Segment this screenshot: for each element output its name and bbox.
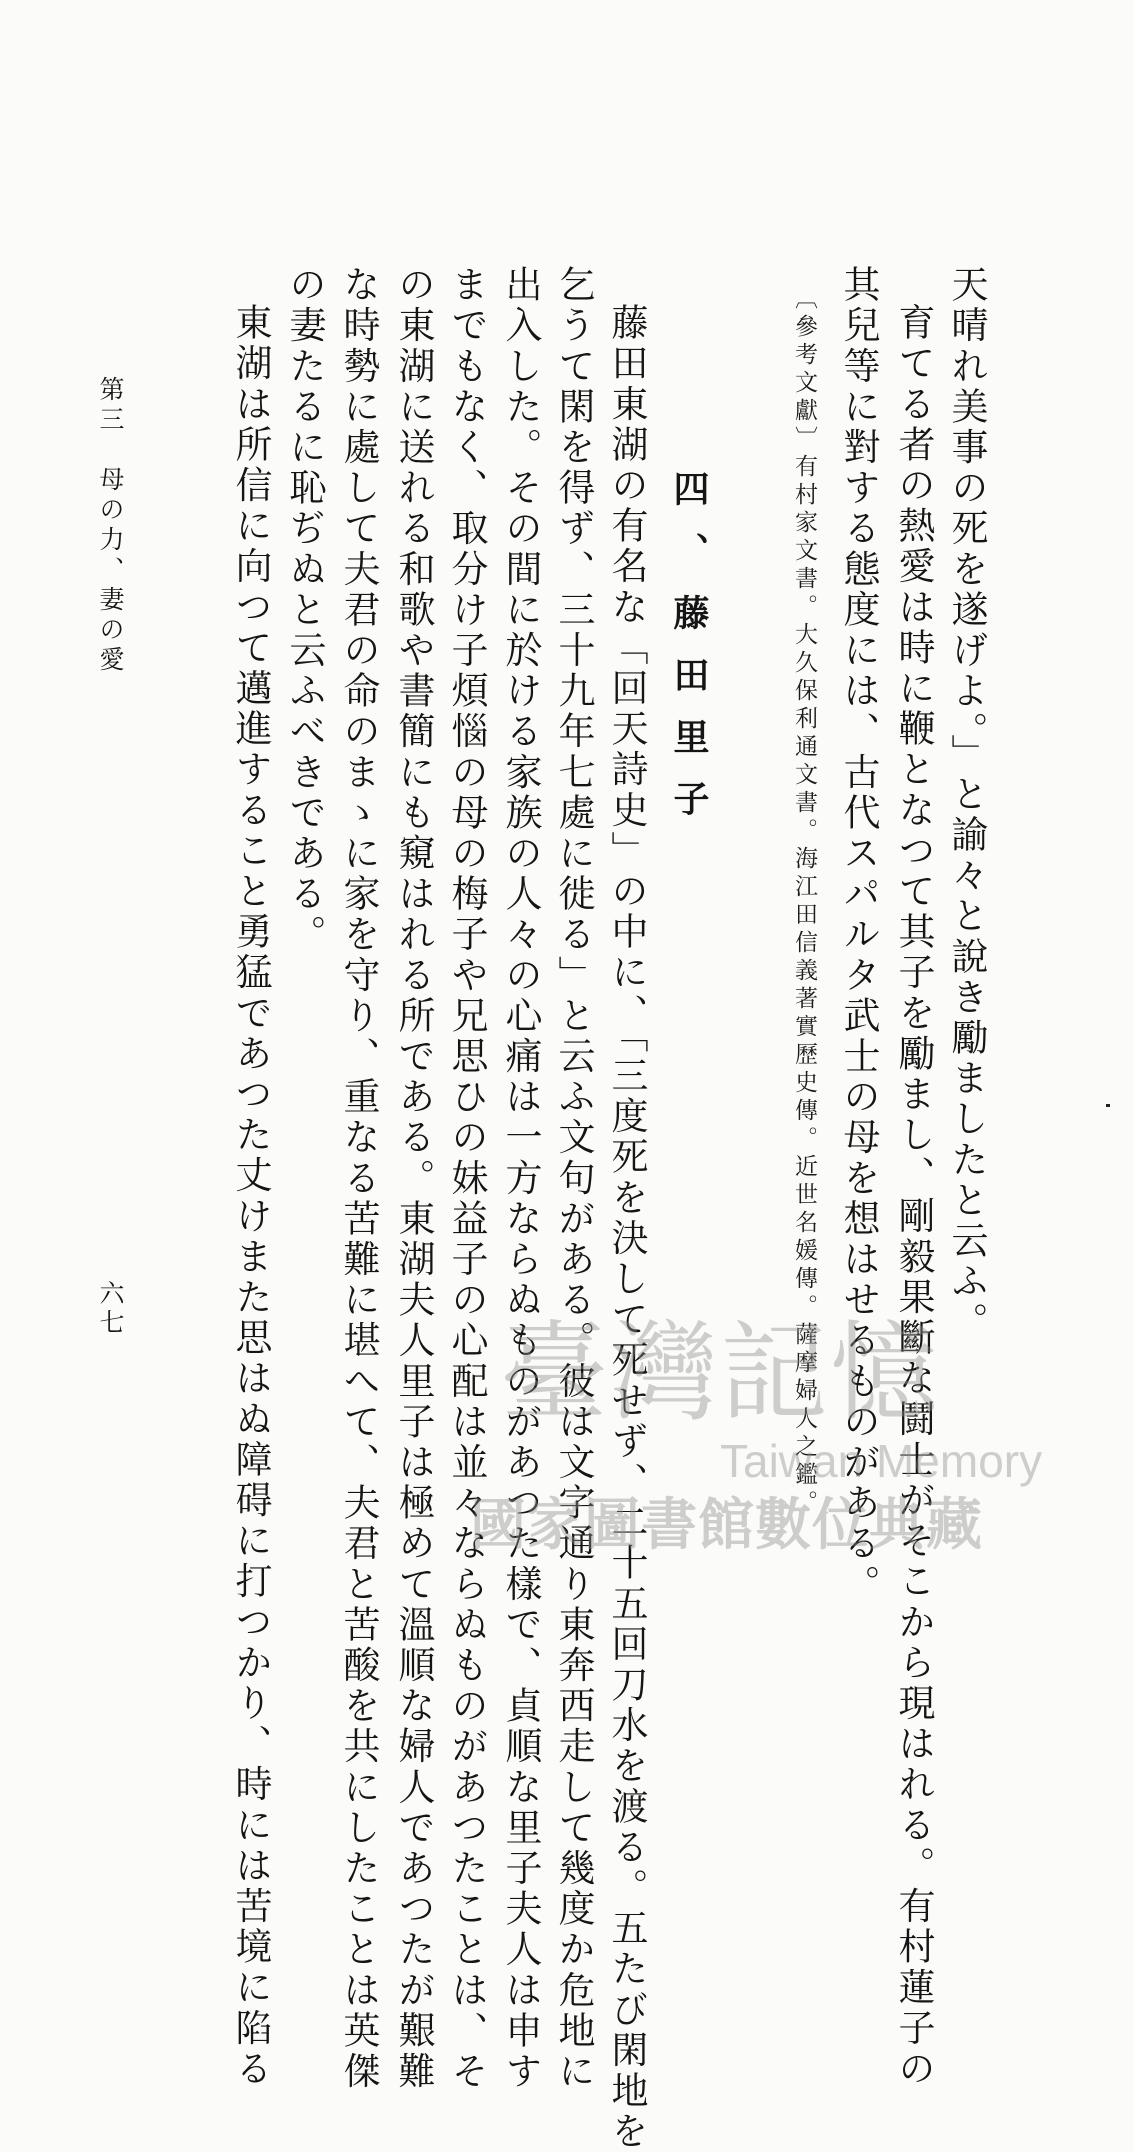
watermark-subtitle: 國家圖書館數位典藏 (470, 1493, 983, 1558)
text-column-3: 其兒等に對する態度には、古代スパルタ武士の母を想はせるものがある。 (837, 265, 880, 1605)
text-column-10: な時勢に處して夫君の命のまゝに家を守り、重なる苦難に堪へて、夫君と苦酸を共にしたことは英傑 (337, 265, 380, 2092)
watermark-english: Taiwan Memory (720, 1435, 1043, 1487)
section-heading: 四、藤田里子 (668, 470, 709, 842)
text-column-1: 天晴れ美事の死を遂げよ。」と諭々と說き勵ましたと云ふ。 (945, 265, 988, 1343)
text-column-11: の妻たるに恥ぢぬと云ふべきである。 (283, 265, 326, 956)
text-column-6: 乞うて閑を得ず、三十九年七處に徙る」と云ふ文句がある。彼は文字通り東奔西走して幾度か危地に (552, 265, 595, 2092)
watermark-title: 臺灣記憶 (500, 1311, 941, 1436)
text-column-2: 育てる者の熱愛は時に鞭となつて其子を勵まし、剛毅果斷な鬪士がそこから現はれる。有村蓮子の (892, 303, 935, 2090)
reference-note: 〔參考文獻〕有村家文書。大久保利通文書。海江田信義著實歷史傳。近世名媛傳。薩摩婦人之鑑。 (791, 286, 817, 1518)
text-column-5: 藤田東湖の有名な「回天詩史」の中に、「三度死を決して死せず、二十五回刀水を渡る。五たび閑地を (605, 303, 648, 2152)
text-column-8: までもなく、取分け子煩惱の母の梅子や兄思ひの妹益子の心配は並々ならぬものがあつたことは、そ (445, 265, 488, 2092)
running-head: 第三 母の力、妻の愛 (96, 376, 125, 676)
text-column-9: の東湖に送れる和歌や書簡にも窺はれる所である。東湖夫人里子は極めて溫順な婦人であつたが艱難 (392, 265, 435, 2092)
text-column-12: 東湖は所信に向つて邁進すること勇猛であつた丈けまた思はぬ障碍に打つかり、時には苦境に陷る (229, 303, 272, 2090)
text-column-7: 出入した。その間に於ける家族の人々の心痛は一方ならぬものがあつた樣で、貞順な里子夫人は申す (499, 265, 542, 2092)
page-number: 六七 (96, 1280, 125, 1338)
stray-mark (1106, 1104, 1110, 1107)
